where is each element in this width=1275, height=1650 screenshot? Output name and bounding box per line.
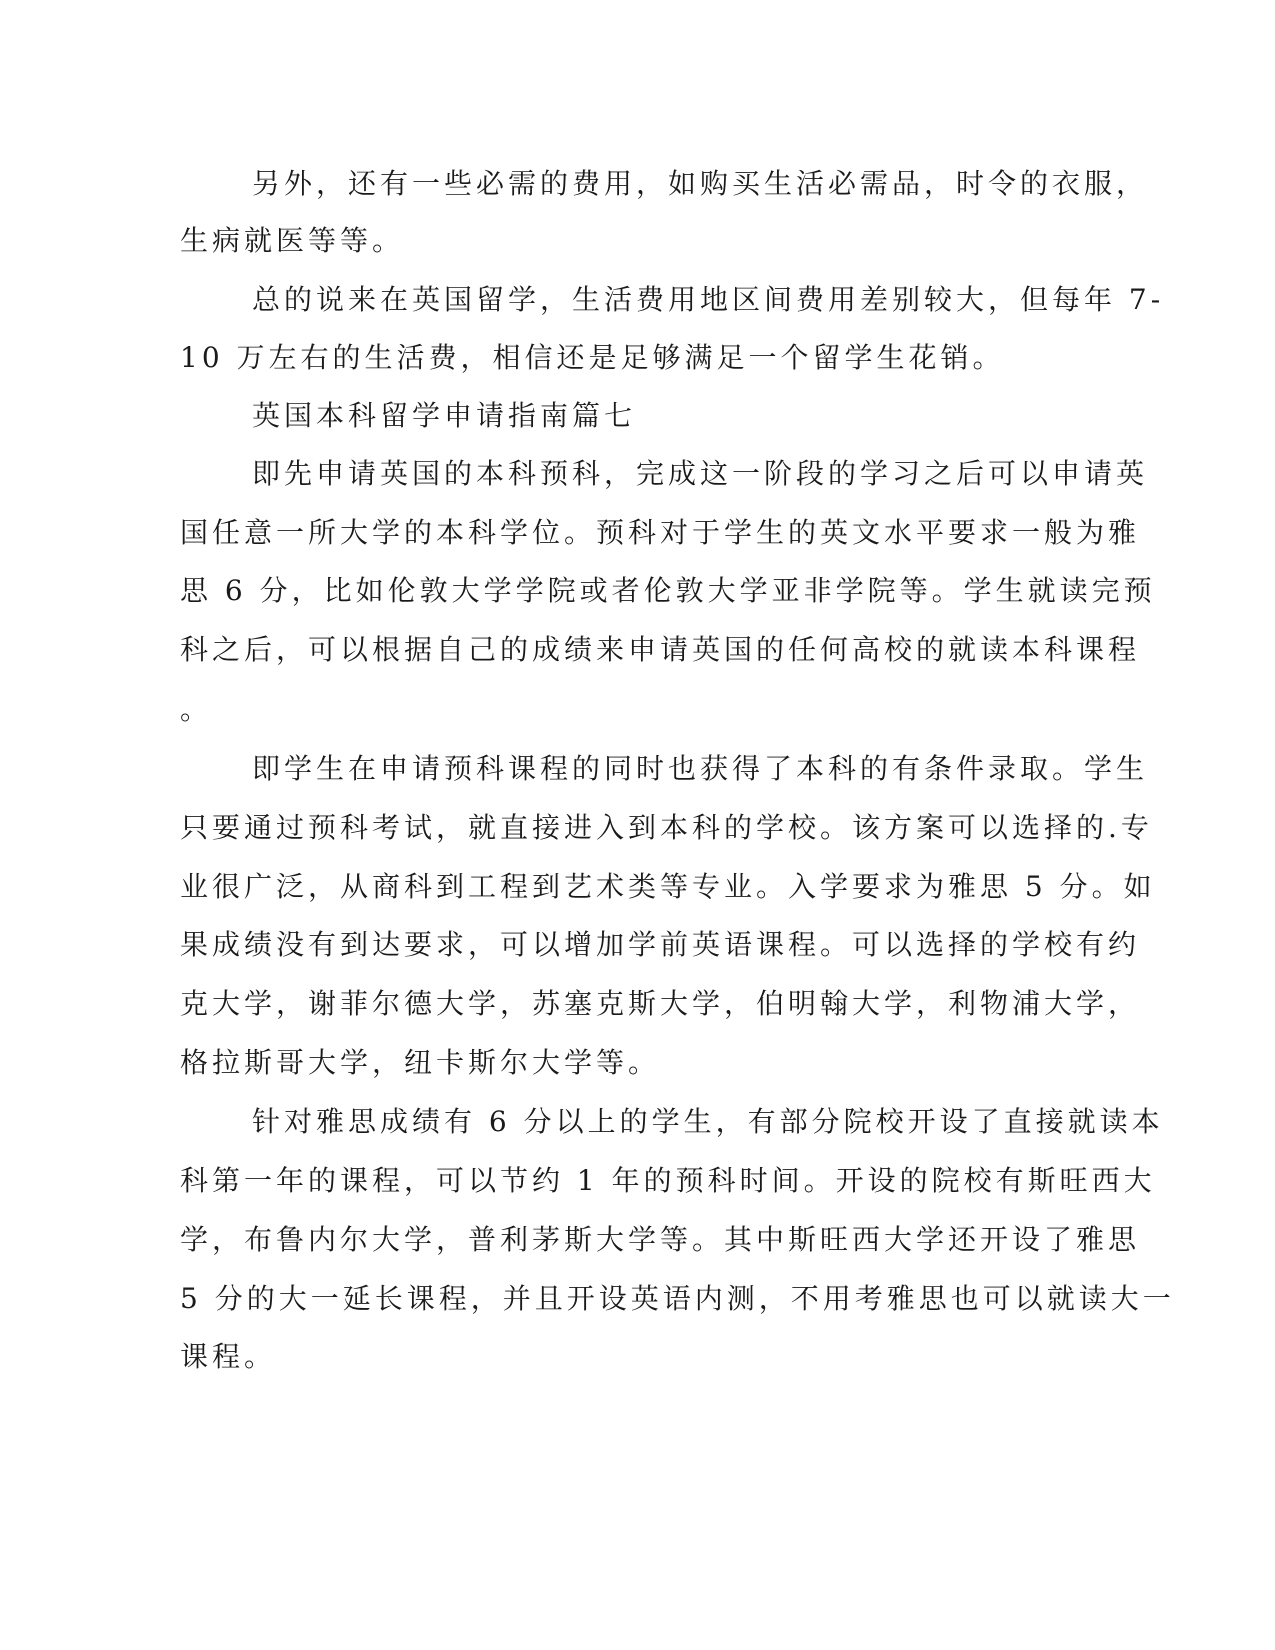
paragraph-line: 即先申请英国的本科预科，完成这一阶段的学习之后可以申请英 xyxy=(252,457,1149,490)
paragraph-line: 只要通过预科考试，就直接进入到本科的学校。该方案可以选择的.专 xyxy=(180,811,1153,844)
paragraph-line: 即学生在申请预科课程的同时也获得了本科的有条件录取。学生 xyxy=(252,752,1149,785)
paragraph-line: 总的说来在英国留学，生活费用地区间费用差别较大，但每年 7- xyxy=(252,283,1165,316)
section-heading: 英国本科留学申请指南篇七 xyxy=(252,399,637,432)
paragraph-line: 思 6 分，比如伦敦大学学院或者伦敦大学亚非学院等。学生就读完预 xyxy=(180,574,1156,607)
paragraph-line: 格拉斯哥大学，纽卡斯尔大学等。 xyxy=(180,1046,661,1079)
paragraph-line: 国任意一所大学的本科学位。预科对于学生的英文水平要求一般为雅 xyxy=(180,516,1141,549)
paragraph-line: 学，布鲁内尔大学，普利茅斯大学等。其中斯旺西大学还开设了雅思 xyxy=(180,1223,1141,1256)
paragraph-line: 另外，还有一些必需的费用，如购买生活必需品，时令的衣服， xyxy=(252,167,1149,200)
paragraph-line: 业很广泛，从商科到工程到艺术类等专业。入学要求为雅思 5 分。如 xyxy=(180,870,1156,903)
paragraph-line: 。 xyxy=(180,693,213,726)
paragraph-line: 科之后，可以根据自己的成绩来申请英国的任何高校的就读本科课程 xyxy=(180,633,1141,666)
paragraph-line: 科第一年的课程，可以节约 1 年的预科时间。开设的院校有斯旺西大 xyxy=(180,1164,1156,1197)
paragraph-line: 课程。 xyxy=(180,1340,277,1373)
paragraph-line: 克大学，谢菲尔德大学，苏塞克斯大学，伯明翰大学，利物浦大学， xyxy=(180,987,1141,1020)
paragraph-line: 10 万左右的生活费，相信还是足够满足一个留学生花销。 xyxy=(180,341,1005,374)
paragraph-line: 针对雅思成绩有 6 分以上的学生，有部分院校开设了直接就读本 xyxy=(252,1105,1164,1138)
paragraph-line: 5 分的大一延长课程，并且开设英语内测，不用考雅思也可以就读大一 xyxy=(180,1282,1175,1315)
paragraph-line: 果成绩没有到达要求，可以增加学前英语课程。可以选择的学校有约 xyxy=(180,928,1141,961)
paragraph-line: 生病就医等等。 xyxy=(180,224,405,257)
